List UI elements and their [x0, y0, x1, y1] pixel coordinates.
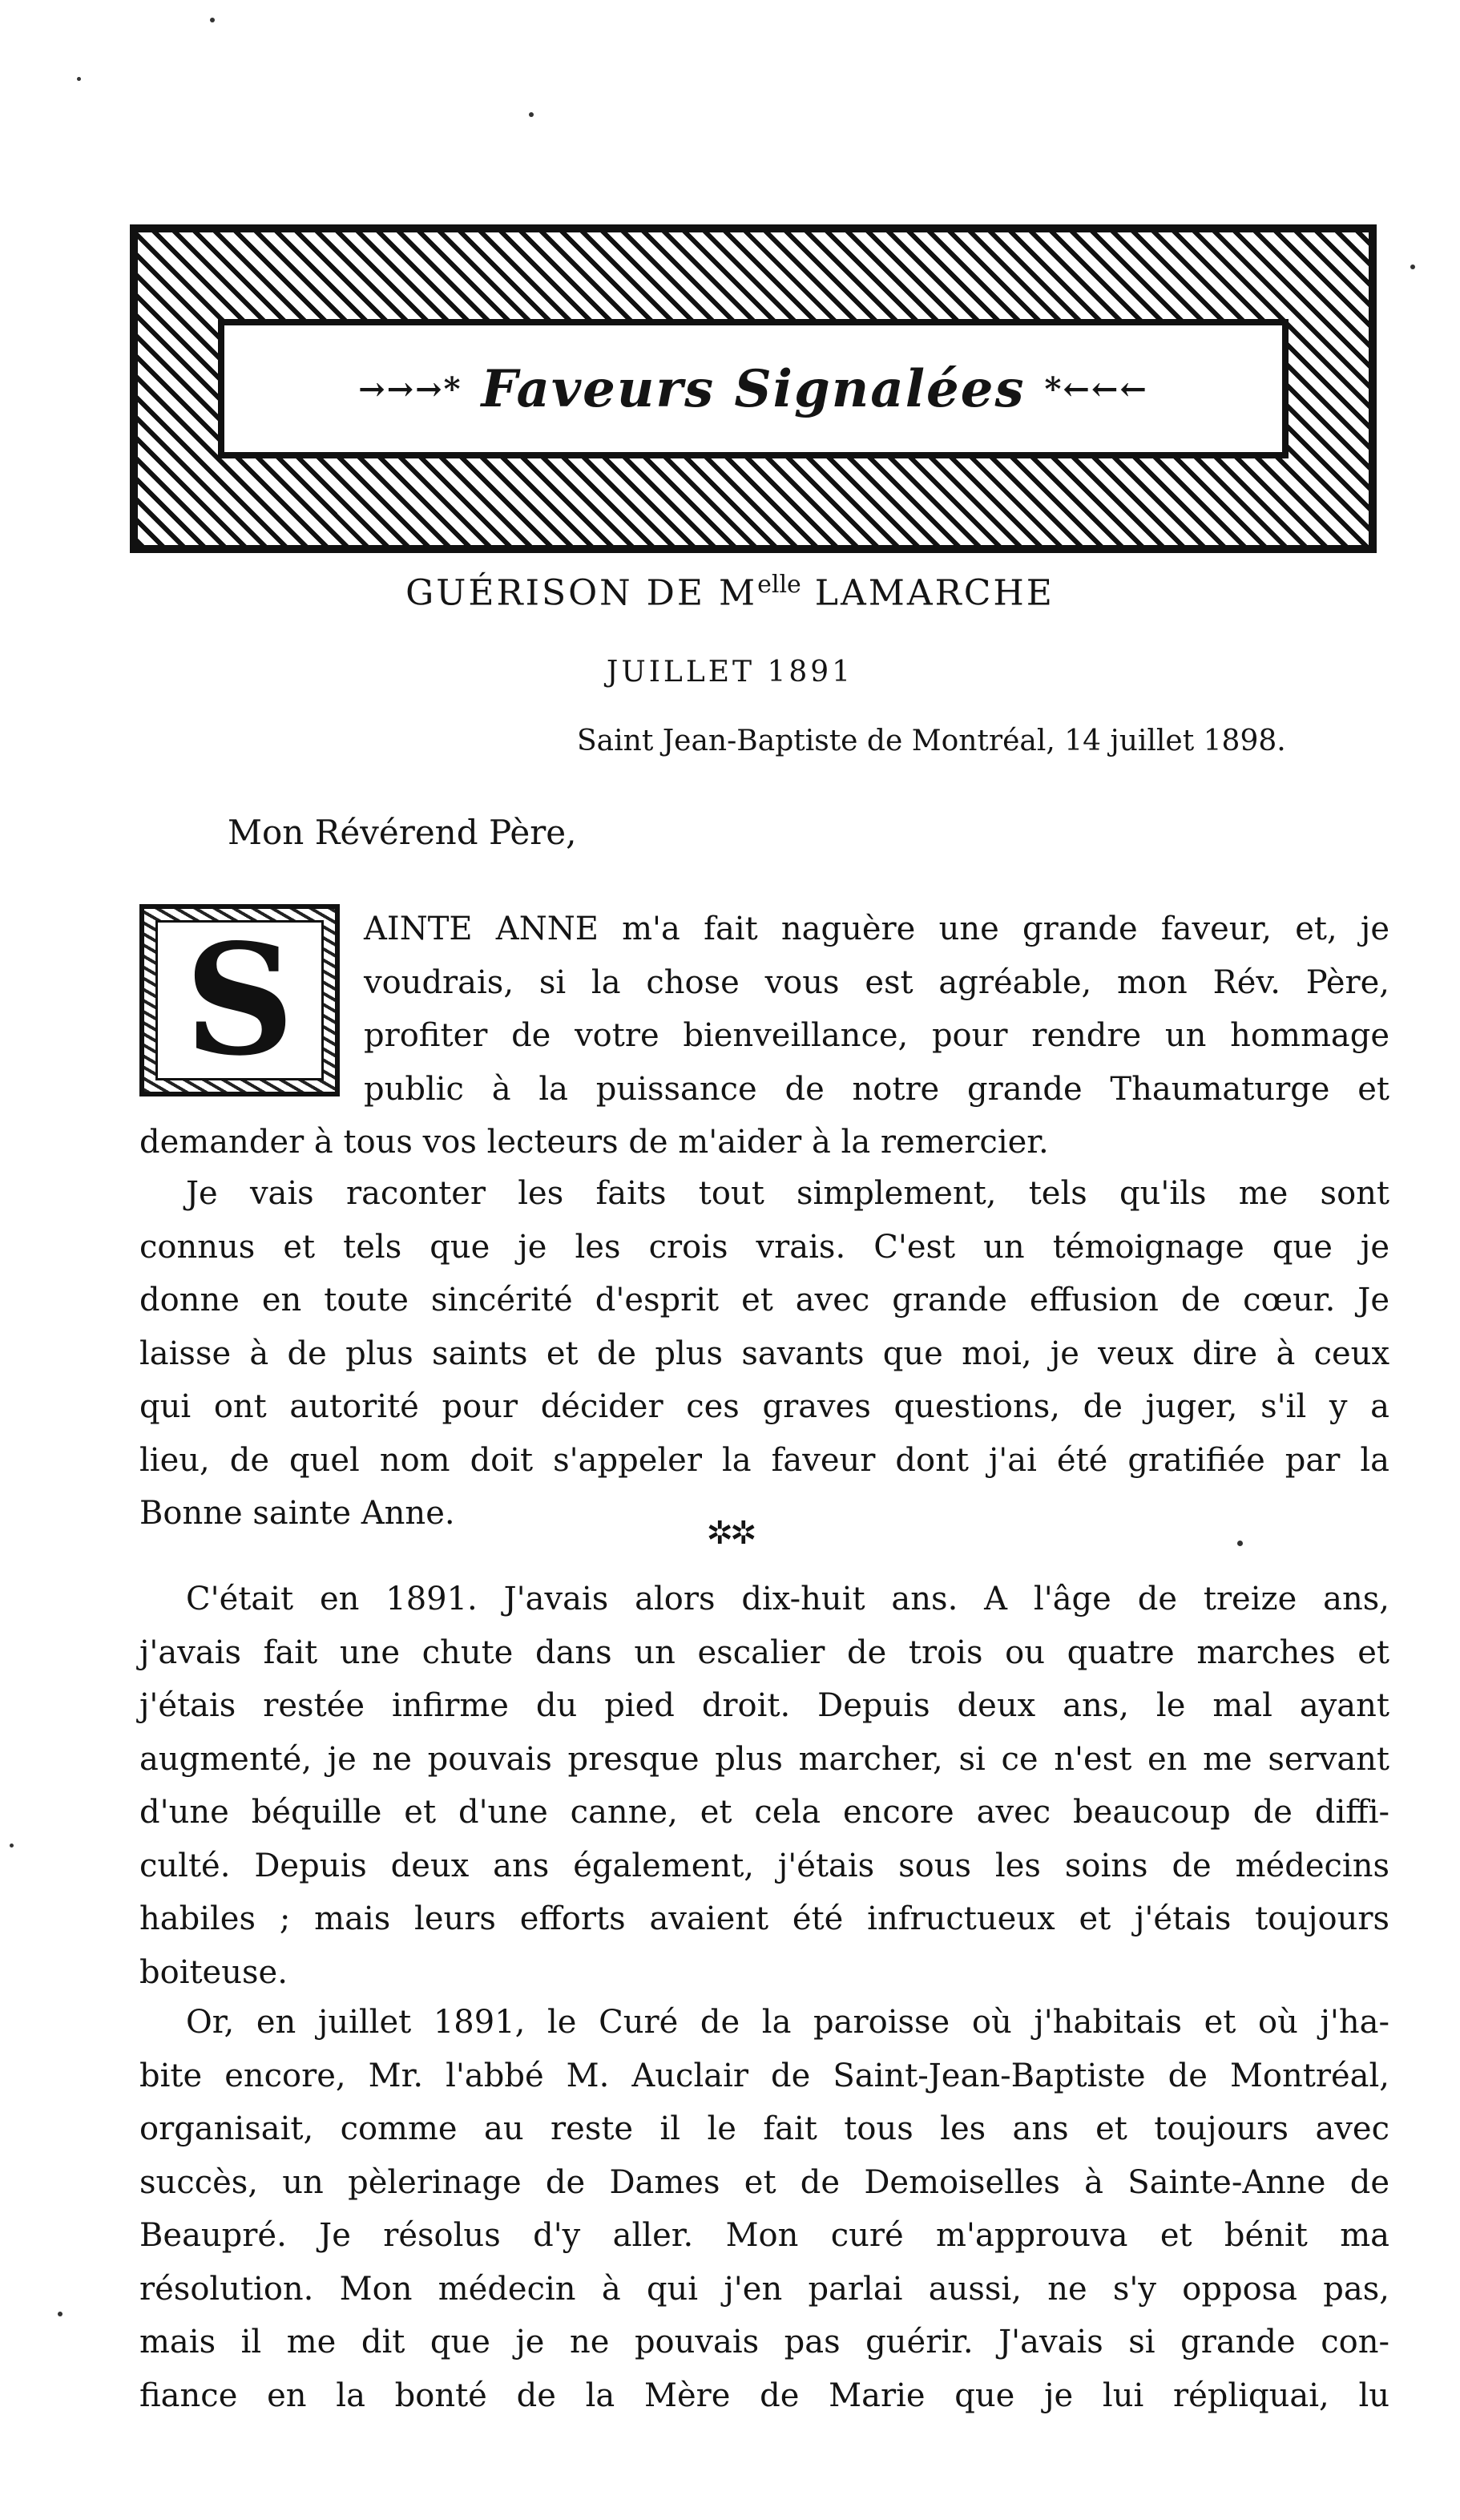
text-line: fiance en la bonté de la Mère de Marie que je lui répliquai, lu: [139, 2377, 1389, 2414]
banner-title-row: [224, 325, 1282, 452]
paragraph-3: [139, 1573, 1389, 1999]
text-line: habiles ; mais leurs efforts avaient été infructueux et j'étais toujours: [139, 1900, 1389, 1937]
text-line: lieu, de quel nom doit s'appeler la faveur dont j'ai été gratifiée par la: [139, 1441, 1389, 1479]
flourish-right-icon: *←←←: [1044, 370, 1148, 408]
text-line: j'étais restée infirme du pied droit. Depuis deux ans, le mal ayant: [139, 1687, 1389, 1724]
section-separator-icon: ✲✲: [706, 1515, 754, 1552]
scan-speck: [210, 18, 215, 22]
text-line: C'était en 1891. J'avais alors dix-huit ans. A l'âge de treize ans,: [186, 1581, 1389, 1617]
text-line: laisse à de plus saints et de plus savants que moi, je veux dire à ceux: [139, 1335, 1389, 1372]
section-heading: Faveurs Signalées: [481, 358, 1026, 419]
banner-inner-frame: [218, 319, 1289, 458]
text-line: donne en toute sincérité d'esprit et avec grande effusion de cœur. Je: [139, 1282, 1389, 1319]
article-title: GUÉRISON DE $M^{elle}$ LAMARCHE: [405, 571, 1055, 614]
text-line: voudrais, si la chose vous est agréable, mon Rév. Père,: [364, 963, 1389, 1001]
paragraph-1: [139, 903, 1389, 1169]
scan-speck: [1410, 265, 1415, 269]
scan-speck: [77, 77, 81, 81]
scan-speck: [529, 112, 534, 117]
text-line: demander à tous vos lecteurs de m'aider à la remercier.: [139, 1124, 1049, 1161]
text-line: boiteuse.: [139, 1953, 288, 1991]
text-line: Bonne sainte Anne.: [139, 1495, 455, 1532]
text-line: résolution. Mon médecin à qui j'en parlai aussi, ne s'y opposa pas,: [139, 2270, 1389, 2308]
text-line: Je vais raconter les faits tout simplement, tels qu'ils me sont: [186, 1175, 1389, 1212]
text-line: Or, en juillet 1891, le Curé de la paroisse où j'habitais et où j'ha-: [186, 2004, 1389, 2041]
text-line: mais il me dit que je ne pouvais pas guérir. J'avais si grande con-: [139, 2324, 1389, 2360]
article-date: JUILLET 1891: [606, 656, 854, 689]
salutation: Mon Révérend Père,: [228, 813, 577, 852]
text-line: succès, un pèlerinage de Dames et de Demoiselles à Sainte-Anne de: [139, 2163, 1389, 2201]
ornamental-header-banner: [130, 224, 1377, 553]
text-line: augmenté, je ne pouvais presque plus marcher, si ce n'est en me servant: [139, 1740, 1389, 1778]
text-line: d'une béquille et d'une canne, et cela encore avec beaucoup de diffi-: [139, 1794, 1389, 1831]
place-and-date: Saint Jean-Baptiste de Montréal, 14 juillet 1898.: [577, 725, 1286, 757]
drop-cap-letter: S: [184, 911, 295, 1089]
text-line: Beaupré. Je résolus d'y aller. Mon curé m'approuva et bénit ma: [139, 2217, 1389, 2254]
text-line: profiter de votre bienveillance, pour rendre un hommage: [364, 1017, 1389, 1054]
flourish-left-icon: →→→*: [358, 370, 462, 408]
text-line: public à la puissance de notre grande Thaumaturge et: [364, 1070, 1389, 1108]
paragraph-2: [139, 1167, 1389, 1541]
scan-speck: [58, 2312, 63, 2316]
text-line: culté. Depuis deux ans également, j'étais sous les soins de médecins: [139, 1847, 1389, 1884]
text-line: organisait, comme au reste il le fait tous les ans et toujours avec: [139, 2110, 1389, 2147]
text-line: j'avais fait une chute dans un escalier de trois ou quatre marches et: [139, 1634, 1389, 1671]
text-line: bite encore, Mr. l'abbé M. Auclair de Saint-Jean-Baptiste de Montréal,: [139, 2057, 1389, 2094]
scan-speck: [10, 1844, 14, 1848]
text-line: AINTE ANNE m'a fait naguère une grande faveur, et, je: [364, 911, 1389, 947]
paragraph-4: [139, 1996, 1389, 2422]
text-line: connus et tels que je les crois vrais. C'est un témoignage que je: [139, 1228, 1389, 1266]
text-line: qui ont autorité pour décider ces graves questions, de juger, s'il y a: [139, 1388, 1389, 1425]
